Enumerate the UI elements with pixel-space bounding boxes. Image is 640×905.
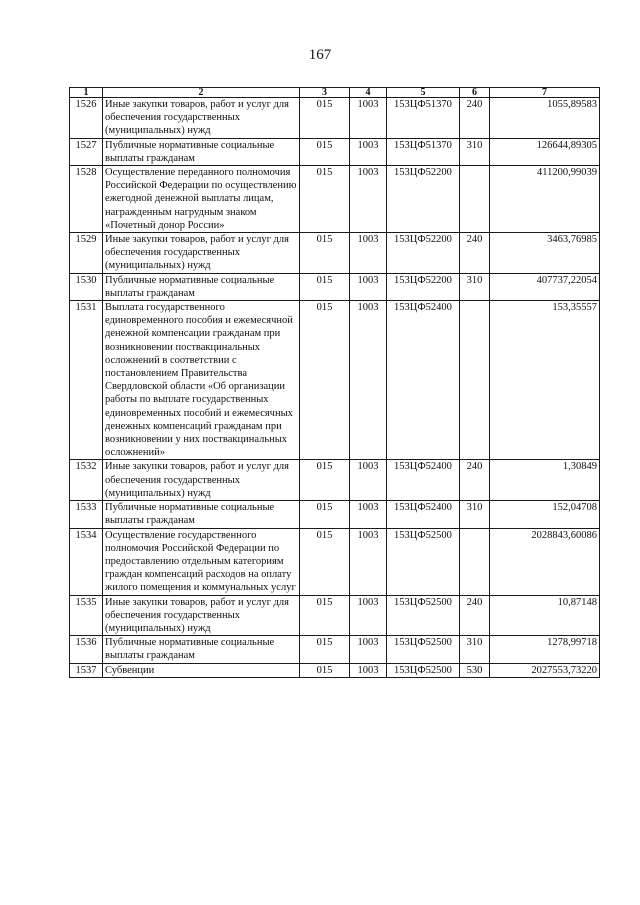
department-code-cell: 015	[300, 301, 350, 460]
expense-type-code-cell: 530	[460, 663, 490, 677]
section-code-cell: 1003	[350, 460, 387, 501]
row-number-cell: 1532	[70, 460, 103, 501]
amount-cell: 2028843,60086	[490, 528, 600, 595]
table-row	[70, 501, 600, 528]
expense-name-cell: Публичные нормативные социальные выплаты гражданам	[103, 138, 300, 165]
target-item-code-cell: 153ЦФ51370	[387, 138, 460, 165]
table-body	[70, 98, 600, 678]
amount-cell: 152,04708	[490, 501, 600, 528]
table-row	[70, 138, 600, 165]
expense-type-code-cell	[460, 166, 490, 233]
target-item-code-cell: 153ЦФ52200	[387, 233, 460, 274]
amount-cell: 1055,89583	[490, 98, 600, 139]
target-item-code-cell: 153ЦФ52200	[387, 273, 460, 300]
section-code-cell: 1003	[350, 501, 387, 528]
expense-type-code-cell: 310	[460, 138, 490, 165]
amount-cell: 3463,76985	[490, 233, 600, 274]
column-header-3: 3	[300, 88, 350, 98]
expense-type-code-cell: 240	[460, 460, 490, 501]
amount-cell: 407737,22054	[490, 273, 600, 300]
table-row	[70, 98, 600, 139]
row-number-cell: 1537	[70, 663, 103, 677]
page-number: 167	[308, 47, 332, 63]
table-row	[70, 166, 600, 233]
expense-name-cell: Выплата государственного единовременного пособия и ежемесячной денежной компенсации гражданам при возникновении поствакцинальных осложнений в соответствии с постановлением Правительства Свердловской области «Об организации работы по выплате государственных единовременных пособий и ежемесячных денежных компенсаций гражданам при возникновении у них поствакцинальных осложнений»	[103, 301, 300, 460]
department-code-cell: 015	[300, 460, 350, 501]
table-row	[70, 301, 600, 460]
department-code-cell: 015	[300, 595, 350, 636]
table-header-row	[70, 88, 600, 98]
row-number-cell: 1529	[70, 233, 103, 274]
amount-cell: 126644,89305	[490, 138, 600, 165]
expense-name-cell: Иные закупки товаров, работ и услуг для обеспечения государственных (муниципальных) нужд	[103, 98, 300, 139]
section-code-cell: 1003	[350, 528, 387, 595]
expense-name-cell: Осуществление переданного полномочия Российской Федерации по осуществлению ежегодной денежной выплаты лицам, награжденным нагрудным знаком «Почетный донор России»	[103, 166, 300, 233]
department-code-cell: 015	[300, 138, 350, 165]
table-row	[70, 636, 600, 663]
section-code-cell: 1003	[350, 595, 387, 636]
expense-name-cell: Субвенции	[103, 663, 300, 677]
expense-name-cell: Публичные нормативные социальные выплаты гражданам	[103, 273, 300, 300]
row-number-cell: 1535	[70, 595, 103, 636]
column-header-7: 7	[490, 88, 600, 98]
expense-type-code-cell: 310	[460, 636, 490, 663]
section-code-cell: 1003	[350, 273, 387, 300]
department-code-cell: 015	[300, 663, 350, 677]
expense-name-cell: Иные закупки товаров, работ и услуг для обеспечения государственных (муниципальных) нужд	[103, 460, 300, 501]
column-header-6: 6	[460, 88, 490, 98]
table-row	[70, 273, 600, 300]
target-item-code-cell: 153ЦФ52500	[387, 636, 460, 663]
column-header-5: 5	[387, 88, 460, 98]
section-code-cell: 1003	[350, 138, 387, 165]
expense-type-code-cell: 310	[460, 501, 490, 528]
amount-cell: 411200,99039	[490, 166, 600, 233]
table-row	[70, 528, 600, 595]
department-code-cell: 015	[300, 273, 350, 300]
expense-name-cell: Иные закупки товаров, работ и услуг для обеспечения государственных (муниципальных) нужд	[103, 233, 300, 274]
amount-cell: 1278,99718	[490, 636, 600, 663]
department-code-cell: 015	[300, 98, 350, 139]
department-code-cell: 015	[300, 528, 350, 595]
section-code-cell: 1003	[350, 166, 387, 233]
expense-type-code-cell: 240	[460, 98, 490, 139]
amount-cell: 153,35557	[490, 301, 600, 460]
row-number-cell: 1533	[70, 501, 103, 528]
expense-name-cell: Иные закупки товаров, работ и услуг для обеспечения государственных (муниципальных) нужд	[103, 595, 300, 636]
expense-type-code-cell	[460, 301, 490, 460]
department-code-cell: 015	[300, 501, 350, 528]
column-header-2: 2	[103, 88, 300, 98]
expense-type-code-cell: 240	[460, 233, 490, 274]
row-number-cell: 1536	[70, 636, 103, 663]
target-item-code-cell: 153ЦФ52400	[387, 460, 460, 501]
amount-cell: 2027553,73220	[490, 663, 600, 677]
expense-name-cell: Осуществление государственного полномочия Российской Федерации по предоставлению отдельным категориям граждан компенсаций расходов на оплату жилого помещения и коммунальных услуг	[103, 528, 300, 595]
section-code-cell: 1003	[350, 636, 387, 663]
target-item-code-cell: 153ЦФ52500	[387, 595, 460, 636]
expense-type-code-cell: 240	[460, 595, 490, 636]
row-number-cell: 1534	[70, 528, 103, 595]
target-item-code-cell: 153ЦФ52500	[387, 528, 460, 595]
target-item-code-cell: 153ЦФ52400	[387, 301, 460, 460]
row-number-cell: 1528	[70, 166, 103, 233]
table-row	[70, 460, 600, 501]
section-code-cell: 1003	[350, 98, 387, 139]
department-code-cell: 015	[300, 166, 350, 233]
row-number-cell: 1531	[70, 301, 103, 460]
section-code-cell: 1003	[350, 301, 387, 460]
target-item-code-cell: 153ЦФ51370	[387, 98, 460, 139]
section-code-cell: 1003	[350, 663, 387, 677]
department-code-cell: 015	[300, 636, 350, 663]
table-row	[70, 233, 600, 274]
table-row	[70, 595, 600, 636]
row-number-cell: 1527	[70, 138, 103, 165]
amount-cell: 10,87148	[490, 595, 600, 636]
section-code-cell: 1003	[350, 233, 387, 274]
department-code-cell: 015	[300, 233, 350, 274]
expense-name-cell: Публичные нормативные социальные выплаты гражданам	[103, 501, 300, 528]
target-item-code-cell: 153ЦФ52500	[387, 663, 460, 677]
amount-cell: 1,30849	[490, 460, 600, 501]
table-row	[70, 663, 600, 677]
row-number-cell: 1530	[70, 273, 103, 300]
expense-type-code-cell	[460, 528, 490, 595]
expense-name-cell: Публичные нормативные социальные выплаты гражданам	[103, 636, 300, 663]
expense-type-code-cell: 310	[460, 273, 490, 300]
column-header-1: 1	[70, 88, 103, 98]
target-item-code-cell: 153ЦФ52200	[387, 166, 460, 233]
target-item-code-cell: 153ЦФ52400	[387, 501, 460, 528]
row-number-cell: 1526	[70, 98, 103, 139]
budget-table	[69, 87, 600, 678]
column-header-4: 4	[350, 88, 387, 98]
